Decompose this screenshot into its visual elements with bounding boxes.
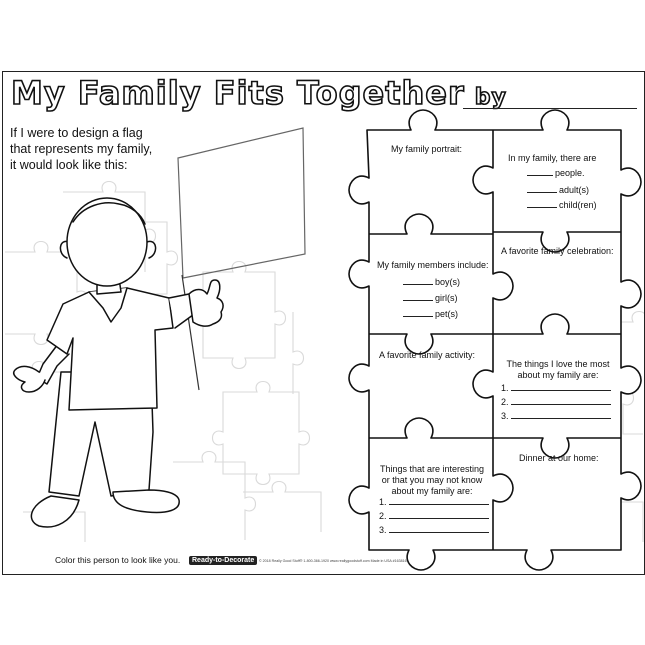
dinner-label: Dinner at our home: bbox=[519, 453, 599, 463]
interesting-answer-1[interactable] bbox=[379, 497, 491, 508]
interesting-answer-2[interactable] bbox=[379, 511, 491, 522]
children-count-field[interactable] bbox=[527, 200, 597, 211]
footer-fineprint: © 2018 Really Good Stuff® 1-800-366-1920 www.reallygoodstuff.com Made in USA #163816 bbox=[259, 559, 407, 563]
title-main: My Family Fits Together bbox=[11, 74, 465, 112]
flag-prompt-line: If I were to design a flag bbox=[10, 126, 143, 140]
love-line: about my family are: bbox=[517, 370, 599, 380]
boys-field[interactable] bbox=[403, 277, 460, 288]
love-answer-1[interactable] bbox=[501, 383, 613, 394]
love-label bbox=[503, 359, 613, 381]
people-count-field[interactable] bbox=[527, 168, 585, 179]
love-line: The things I love the most bbox=[506, 359, 610, 369]
flag-prompt bbox=[10, 125, 152, 173]
girls-field[interactable] bbox=[403, 293, 458, 304]
interesting-number: 2. bbox=[379, 511, 387, 521]
adults-count-field[interactable] bbox=[527, 185, 589, 196]
interesting-number: 3. bbox=[379, 525, 387, 535]
boys-unit: boy(s) bbox=[435, 277, 461, 287]
love-answer-3[interactable] bbox=[501, 411, 613, 422]
love-number: 3. bbox=[501, 411, 509, 421]
flag-drawing bbox=[178, 128, 305, 390]
love-number: 2. bbox=[501, 397, 509, 407]
flag-prompt-line: that represents my family, bbox=[10, 142, 153, 156]
children-unit: child(ren) bbox=[559, 200, 597, 210]
love-number: 1. bbox=[501, 383, 509, 393]
activity-label: A favorite family activity: bbox=[379, 350, 476, 360]
family-count-label: In my family, there are bbox=[508, 153, 597, 163]
celebration-label: A favorite family celebration: bbox=[501, 246, 614, 256]
person-caption: Color this person to look like you. bbox=[55, 555, 181, 565]
brand-logo: Ready-to-Decorate bbox=[189, 556, 257, 565]
adults-unit: adult(s) bbox=[559, 185, 590, 195]
author-name-line[interactable] bbox=[463, 108, 637, 109]
pets-field[interactable] bbox=[403, 309, 458, 320]
interesting-line: or that you may not know bbox=[381, 475, 483, 485]
interesting-line: Things that are interesting bbox=[379, 464, 485, 474]
pets-unit: pet(s) bbox=[435, 309, 459, 319]
girls-unit: girl(s) bbox=[435, 293, 458, 303]
person-drawing bbox=[14, 198, 223, 527]
love-answer-2[interactable] bbox=[501, 397, 613, 408]
members-label: My family members include: bbox=[377, 260, 489, 270]
flag-prompt-line: it would look like this: bbox=[10, 158, 128, 172]
interesting-line: about my family are: bbox=[391, 486, 473, 496]
people-unit: people. bbox=[555, 168, 585, 178]
interesting-answer-3[interactable] bbox=[379, 525, 491, 536]
portrait-label: My family portrait: bbox=[391, 144, 463, 154]
interesting-number: 1. bbox=[379, 497, 387, 507]
activity-sheet bbox=[2, 71, 645, 575]
interesting-label bbox=[375, 464, 489, 497]
title-by: by bbox=[474, 85, 507, 110]
page-title bbox=[11, 74, 507, 112]
